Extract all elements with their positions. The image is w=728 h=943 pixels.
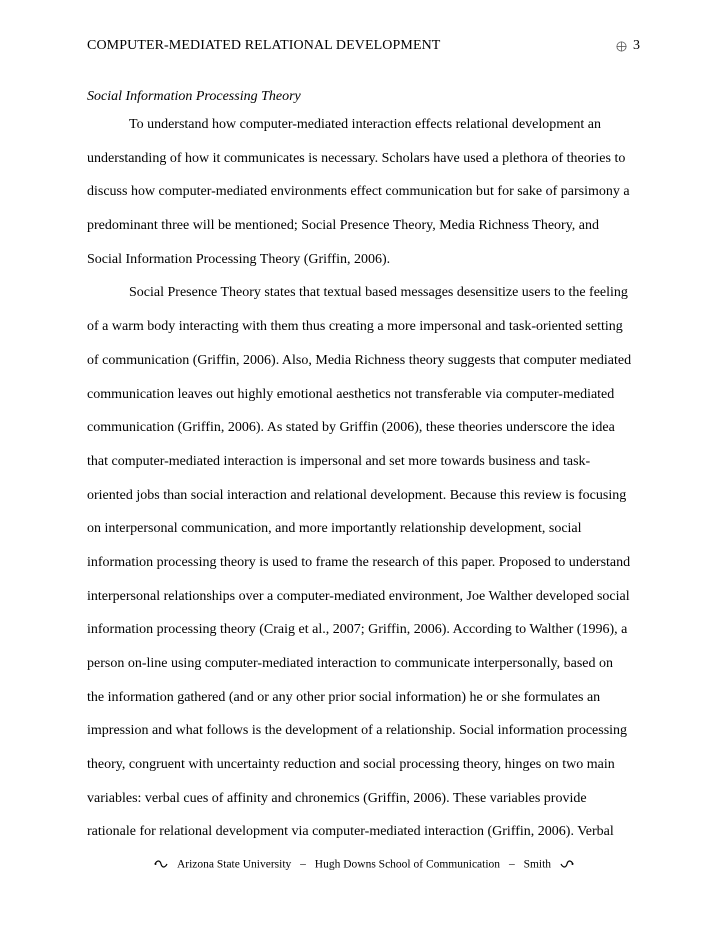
body-line: on interpersonal communication, and more importantly relationship development, social <box>87 521 582 537</box>
body-line: communication leaves out highly emotional aesthetics not transferable via computer-mediated <box>87 386 615 402</box>
page-footer <box>0 856 728 872</box>
body-line: Social Information Processing Theory (Griffin, 2006). <box>87 251 391 267</box>
body-line: Social Presence Theory states that textual based messages desensitize users to the feeling <box>129 285 628 301</box>
body-line: To understand how computer-mediated interaction effects relational development an <box>129 117 601 132</box>
footer-author: Smith <box>523 858 552 871</box>
body-line: discuss how computer-mediated environments effect communication but for sake of parsimony a <box>87 184 630 200</box>
body-line: communication (Griffin, 2006). As stated by Griffin (2006), these theories underscore the idea <box>87 420 615 436</box>
body-line: person on-line using computer-mediated interaction to communicate interpersonally, based on <box>87 656 613 671</box>
body-line: information processing theory (Craig et al., 2007; Griffin, 2006). According to Walther (1996), a <box>87 622 628 638</box>
body-text <box>87 115 647 856</box>
body-line: of a warm body interacting with them thus creating a more impersonal and task-oriented setting <box>87 319 623 335</box>
body-line: understanding of how it communicates is necessary. Scholars have used a plethora of theories to <box>87 150 626 166</box>
body-line: of communication (Griffin, 2006). Also, Media Richness theory suggests that computer mediated <box>87 352 632 368</box>
body-line: the information gathered (and or any other prior social information) he or she formulates an <box>87 689 601 705</box>
footer-university: Arizona State University <box>176 858 292 871</box>
body-line: that computer-mediated interaction is impersonal and set more towards business and task- <box>87 453 591 469</box>
page-number: 3 <box>633 38 640 53</box>
body-line: impression and what follows is the development of a relationship. Social information processing <box>87 723 628 739</box>
footer-separator: – <box>300 858 306 871</box>
section-heading: Social Information Processing Theory <box>87 89 301 104</box>
right-flourish-icon <box>560 859 574 869</box>
body-line: interpersonal relationships over a computer-mediated environment, Joe Walther developed social <box>87 588 630 604</box>
body-line: predominant three will be mentioned; Social Presence Theory, Media Richness Theory, and <box>87 218 600 234</box>
cross-ornament-icon <box>616 41 627 52</box>
body-line: variables: verbal cues of affinity and chronemics (Griffin, 2006). These variables provide <box>87 790 587 806</box>
footer-separator: – <box>508 858 515 871</box>
page-number-group <box>616 36 640 56</box>
body-line: theory, congruent with uncertainty reduction and social processing theory, hinges on two main <box>87 757 615 773</box>
body-line: rationale for relational development via computer-mediated interaction (Griffin, 2006). Verbal <box>87 824 614 840</box>
running-header <box>87 36 640 56</box>
running-title: COMPUTER-MEDIATED RELATIONAL DEVELOPMENT <box>87 38 441 53</box>
left-flourish-icon <box>154 859 168 869</box>
body-line: oriented jobs than social interaction and relational development. Because this review is focusing <box>87 487 627 503</box>
footer-school: Hugh Downs School of Communication <box>314 858 501 871</box>
body-line: information processing theory is used to frame the research of this paper. Proposed to understand <box>87 554 631 570</box>
